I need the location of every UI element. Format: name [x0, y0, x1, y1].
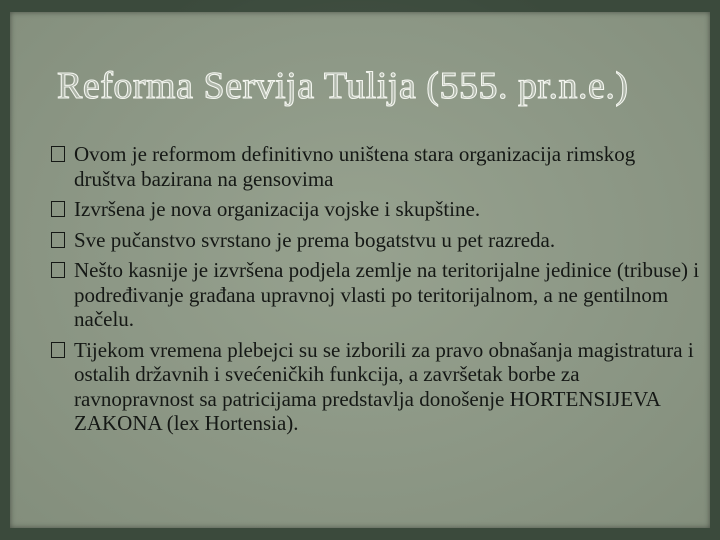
square-bullet-icon — [51, 146, 65, 162]
square-bullet-icon — [51, 201, 65, 217]
bullet-text: Ovom je reformom definitivno uništena stara organizacija rimskog društva bazirana na gensovima — [74, 142, 636, 191]
slide-title: Reforma Servija Tulija (555. pr.n.e.) — [57, 65, 629, 107]
content-panel — [10, 12, 710, 528]
bullet-text: Izvršena je nova organizacija vojske i skupštine. — [74, 197, 481, 221]
bullet-text: Sve pučanstvo svrstano je prema bogatstvu u pet razreda. — [74, 227, 556, 252]
bullet-item — [50, 338, 700, 436]
bullet-list — [50, 142, 700, 442]
square-bullet-icon — [51, 262, 65, 278]
bullet-item — [50, 258, 700, 332]
bullet-text: Tijekom vremena plebejci su se izborili za pravo obnašanja magistratura i ostalih državnih i svećeničkih funkcija, a završetak borbe za ravnopravnost sa patricijama predstavlja donošenje HORTENSIJEVA ZAKONA (lex Hortensia). — [74, 337, 694, 435]
square-bullet-icon — [51, 232, 65, 248]
bullet-item — [50, 228, 700, 253]
square-bullet-icon — [51, 342, 65, 358]
bullet-text: Nešto kasnije je izvršena podjela zemlje na teritorijalne jedinice (tribuse) i podređivanje građana upravnoj vlasti po teritorijalnom, a ne gentilnom načelu. — [74, 258, 700, 331]
bullet-item — [50, 197, 700, 222]
bullet-item — [50, 142, 700, 191]
